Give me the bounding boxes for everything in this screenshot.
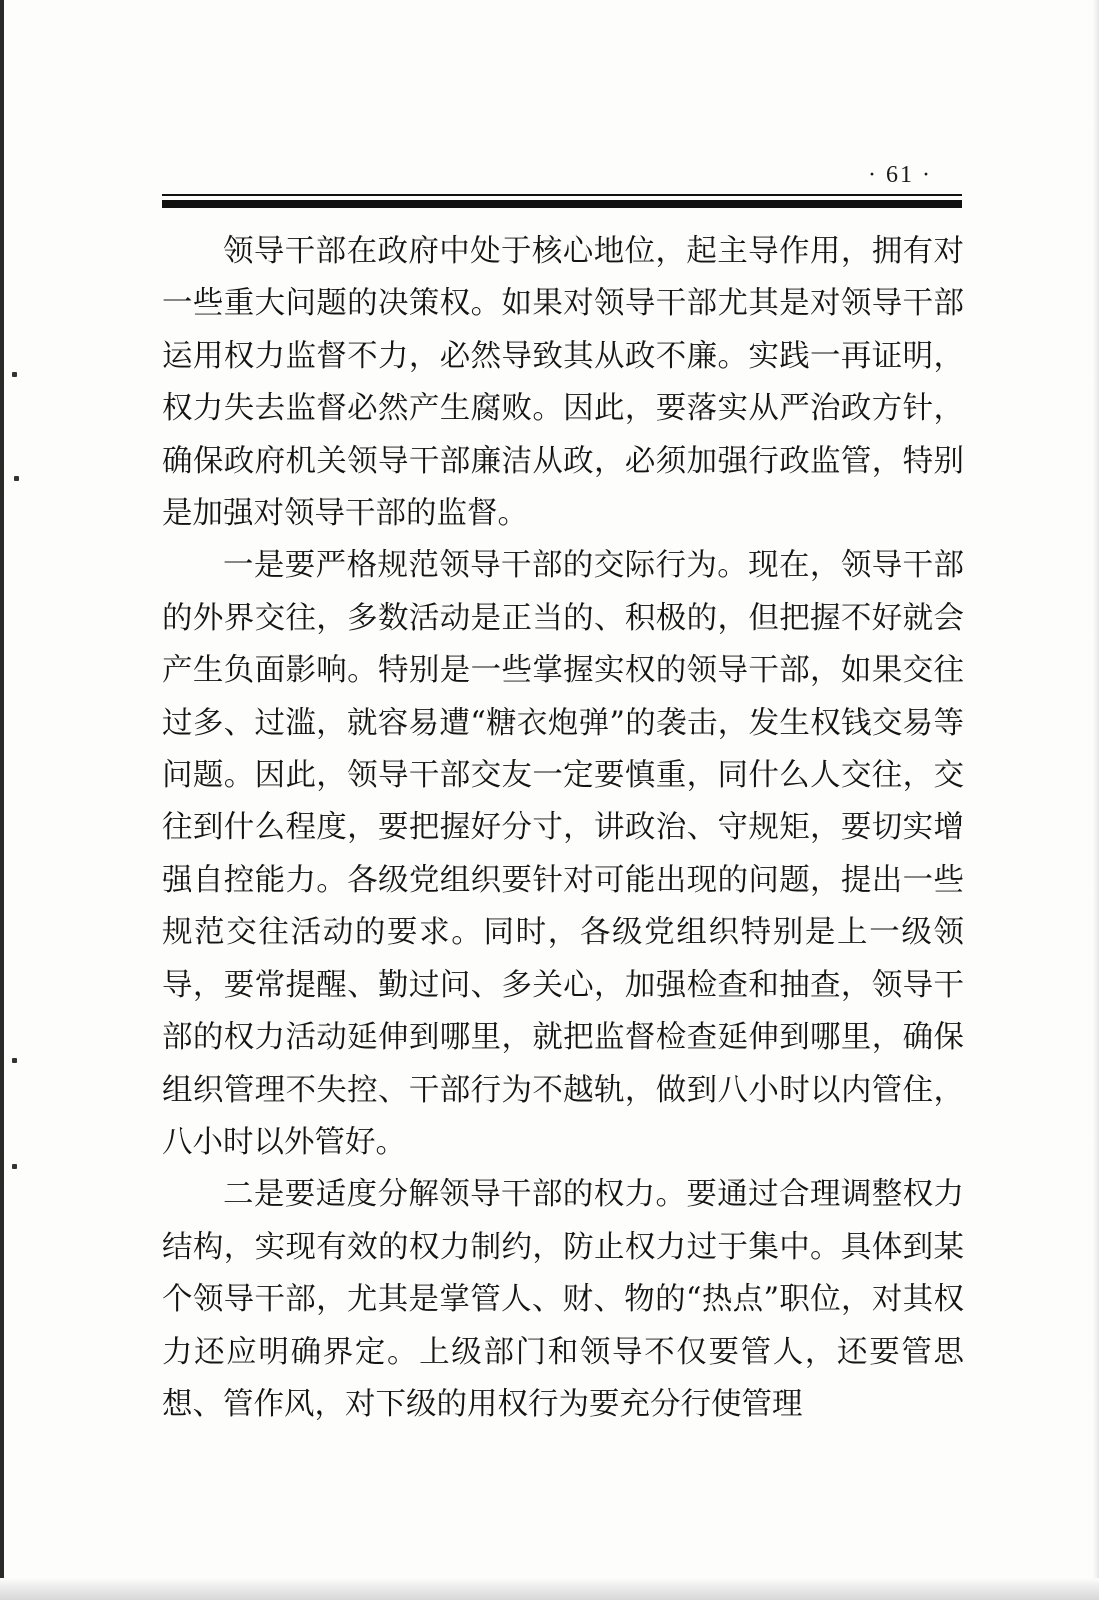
paragraph: 二是要适度分解领导干部的权力。要通过合理调整权力结构，实现有效的权力制约，防止权力过于集中。具体到某个领导干部，尤其是掌管人、财、物的“热点”职位，对其权力还应明确界定。上级部门和领导不仅要管人，还要管思想、管作风，对下级的用权行为要充分行使管理 bbox=[162, 1177, 964, 1422]
paragraph: 一是要严格规范领导干部的交际行为。现在，领导干部的外界交往，多数活动是正当的、积极的，但把握不好就会产生负面影响。特别是一些掌握实权的领导干部，如果交往过多、过滥，就容易遭“糖衣炮弹”的袭击，发生权钱交易等问题。因此，领导干部交友一定要慎重，同什么人交往，交往到什么程度，要把握好分寸，讲政治、守规矩，要切实增强自控能力。各级党组织要针对可能出现的问题，提出一些规范交往活动的要求。同时，各级党组织特别是上一级领导，要常提醒、勤过问、多关心，加强检查和抽查，领导干部的权力活动延伸到哪里，就把监督检查延伸到哪里，确保组织管理不失控、干部行为不越轨，做到八小时以内管住，八小时以外管好。 bbox=[162, 548, 964, 1160]
scan-speck bbox=[14, 476, 19, 481]
scan-speck bbox=[12, 1164, 17, 1169]
body-text bbox=[162, 226, 964, 1431]
paragraph: 领导干部在政府中处于核心地位，起主导作用，拥有对一些重大问题的决策权。如果对领导干部尤其是对领导干部运用权力监督不力，必然导致其从政不廉。实践一再证明，权力失去监督必然产生腐败。因此，要落实从严治政方针，确保政府机关领导干部廉洁从政，必须加强行政监管，特别是加强对领导干部的监督。 bbox=[162, 234, 964, 532]
scan-speck bbox=[12, 1058, 17, 1063]
scan-speck bbox=[12, 372, 17, 377]
page-number: · 61 · bbox=[868, 162, 932, 188]
scan-bottom-edge bbox=[0, 1578, 1099, 1600]
header-rule-thick bbox=[162, 200, 962, 208]
scan-left-edge bbox=[0, 0, 4, 1600]
header-rule-thin bbox=[162, 194, 962, 196]
scan-right-edge bbox=[1093, 0, 1099, 1600]
